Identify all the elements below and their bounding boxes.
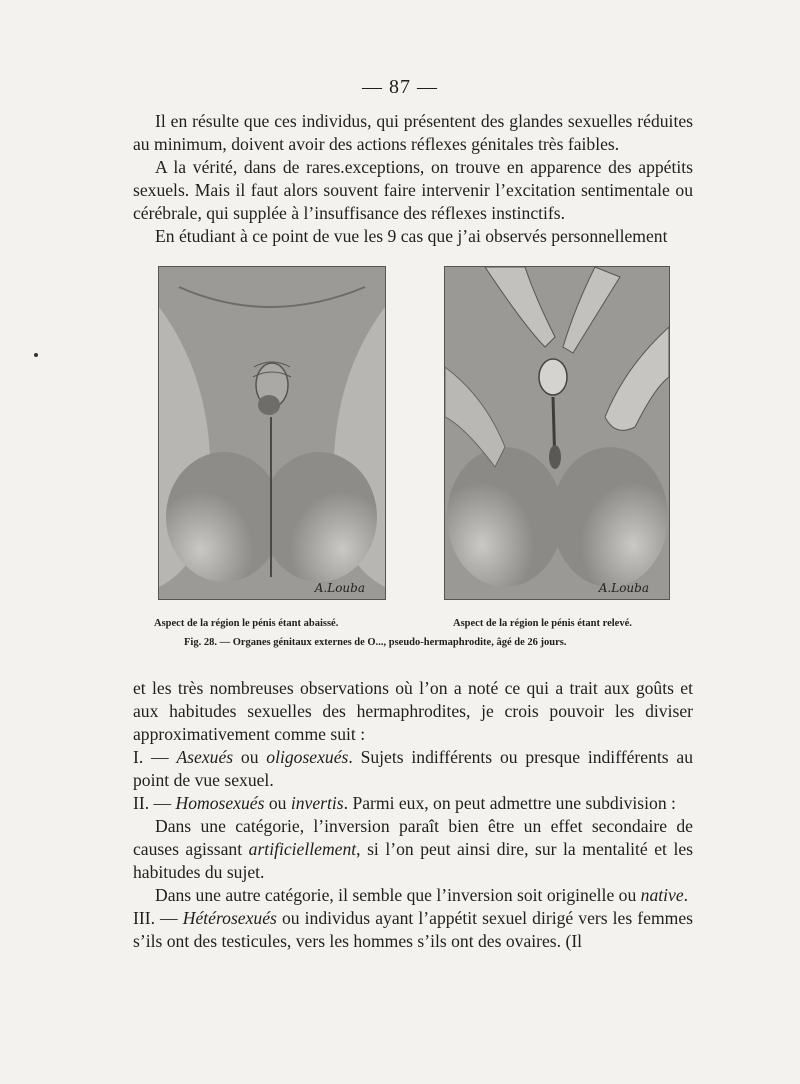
category-number: I. — [133, 747, 169, 767]
term: Homosexués [175, 793, 265, 813]
term: artificiellement [248, 839, 357, 859]
illustration-right [445, 267, 669, 599]
figure-plate-left [158, 266, 386, 600]
figure-plate-right [444, 266, 670, 600]
term: invertis [290, 793, 344, 813]
subcategory-2 [133, 884, 693, 907]
figure [158, 266, 670, 616]
paragraph: et les très nombreuses observations où l’on a noté ce qui a trait aux goûts et aux habitudes sexuelles des hermaphrodites, je crois pouvoir les diviser approximativement comme suit : [133, 678, 693, 744]
conjunction: ou [268, 793, 287, 813]
artist-signature-left: A.Louba [314, 581, 365, 595]
paragraph: En étudiant à ce point de vue les 9 cas que j’ai observés personnellement [155, 226, 668, 246]
text: Dans une catégorie, l’inversion paraît bien être un effet secondaire de causes agissant [133, 816, 693, 859]
paragraph: A la vérité, dans de rares.exceptions, on trouve en apparence des appétits sexuels. Mais il faut alors souvent faire intervenir l’excitation sentimentale ou cérébrale, qui supplée à l’insuffisance des réflexes instinctifs. [133, 157, 693, 223]
figure-caption: Fig. 28. — Organes génitaux externes de O..., pseudo-hermaphrodite, âgé de 26 jours. [184, 637, 567, 648]
caption-left: Aspect de la région le pénis étant abaissé. [154, 618, 339, 629]
category-number: II. — [133, 793, 172, 813]
category-1 [133, 746, 693, 792]
term: Asexués [176, 747, 234, 767]
term: Hétérosexués [182, 908, 277, 928]
caption-right: Aspect de la région le pénis étant relevé. [453, 618, 632, 629]
category-text: ou individus ayant l’appétit sexuel dirigé vers les femmes s’ils ont des testicules, vers les hommes s’ils ont des ovaires. (Il [133, 908, 693, 951]
text: . [683, 885, 689, 905]
bottom-text [133, 677, 693, 953]
conjunction: ou [240, 747, 259, 767]
top-text [133, 110, 693, 248]
illustration-left [159, 267, 385, 599]
page-number: — 87 — [362, 76, 438, 98]
text: , si l’on peut ainsi dire, sur la mentalité et les habitudes du sujet. [133, 839, 693, 882]
category-text: . Parmi eux, on peut admettre une subdivision : [343, 793, 676, 813]
print-speck [34, 353, 38, 357]
text: Dans une autre catégorie, il semble que l’inversion soit originelle ou [155, 885, 637, 905]
category-number: III. — [133, 908, 178, 928]
artist-signature-right: A.Louba [598, 581, 649, 595]
subcategory-1 [133, 815, 693, 884]
category-text: . Sujets indifférents ou presque indifférents au point de vue sexuel. [133, 747, 693, 790]
paragraph: Il en résulte que ces individus, qui présentent des glandes sexuelles réduites au minimum, doivent avoir des actions réflexes génitales très faibles. [133, 111, 693, 154]
category-3 [133, 907, 693, 953]
term: native [640, 885, 684, 905]
term: oligosexués [266, 747, 349, 767]
category-2 [133, 792, 693, 815]
